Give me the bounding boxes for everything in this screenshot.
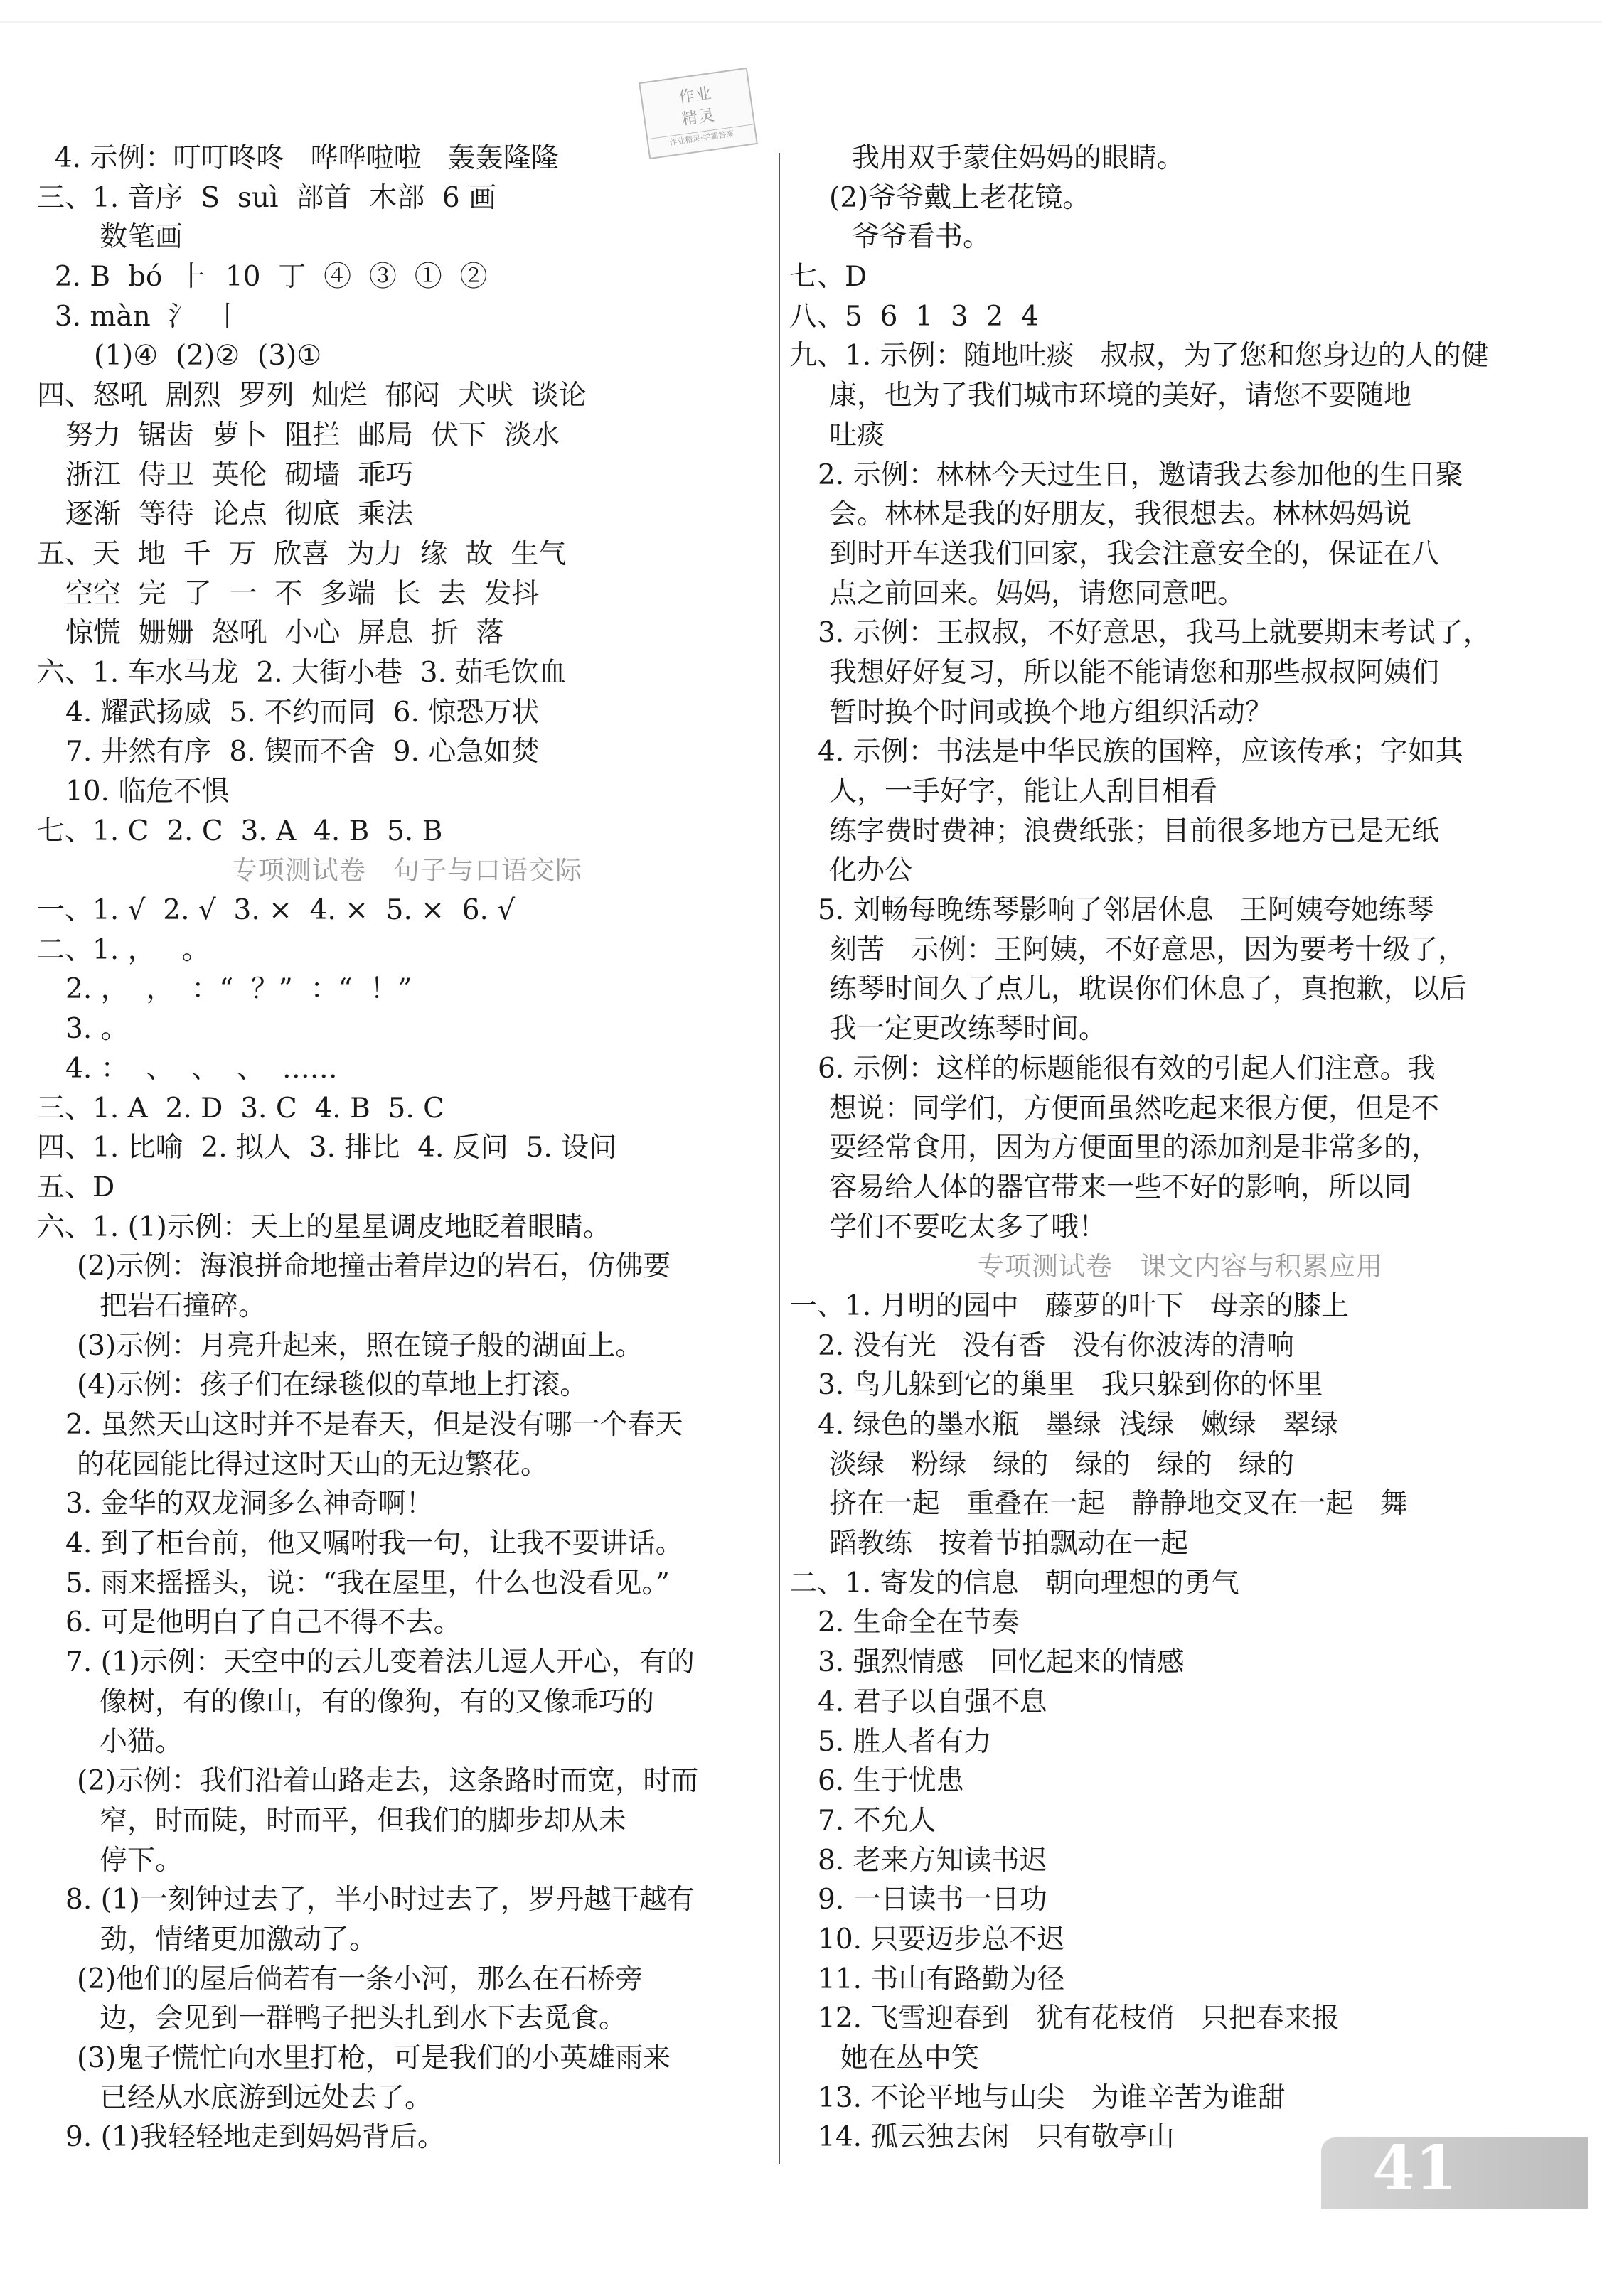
right-answer-line: 4. 示例：书法是中华民族的国粹，应该传承；字如其	[818, 736, 1463, 768]
right-answer-line: 6. 示例：这样的标题能很有效的引起人们注意。我	[818, 1052, 1436, 1085]
right-answer-line: 七、D	[789, 261, 867, 294]
stamp-text-3: 作业精灵·学霸答案	[648, 124, 755, 151]
right-answer-line: 容易给人体的器官带来一些不好的影响，所以同	[829, 1171, 1412, 1203]
right-answer-line: 4. 君子以自强不息	[818, 1685, 1047, 1718]
right-answer-line: 9. 一日读书一日功	[818, 1884, 1047, 1916]
right-answer-line: 到时开车送我们回家，我会注意安全的，保证在八	[829, 537, 1440, 570]
right-answer-line: 她在丛中笑	[840, 2042, 980, 2074]
top-edge-line	[0, 21, 1602, 23]
right-answer-line: 化办公	[829, 854, 913, 887]
right-answer-line: 10. 只要迈步总不迟	[818, 1923, 1065, 1956]
right-answer-line: 学们不要吃太多了哦！	[829, 1211, 1107, 1243]
left-answer-line: (4)示例：孩子们在绿毯似的草地上打滚。	[77, 1369, 588, 1402]
right-answer-line: 12. 飞雪迎春到 犹有花枝俏 只把春来报	[818, 2002, 1340, 2035]
left-section-title: 专项测试卷 句子与口语交际	[230, 855, 583, 886]
left-answer-line: 一、1. √ 2. √ 3. × 4. × 5. × 6. √	[37, 894, 516, 927]
right-answer-line: 要经常食用，因为方便面里的添加剂是非常多的，	[829, 1132, 1440, 1164]
left-answer-line: 7. (1)示例：天空中的云儿变着法儿逗人开心，有的	[65, 1646, 695, 1679]
left-answer-line: 像树，有的像山，有的像狗，有的又像乖巧的	[100, 1685, 655, 1718]
right-answer-line: 二、1. 寄发的信息 朝向理想的勇气	[789, 1567, 1239, 1599]
left-answer-line: 劲，情绪更加激动了。	[100, 1923, 378, 1956]
left-answer-line: 9. (1)我轻轻地走到妈妈背后。	[65, 2121, 445, 2154]
left-column	[37, 139, 776, 2157]
left-answer-line: 五、天 地 千 万 欣喜 为力 缘 故 生气	[37, 537, 567, 570]
left-answer-line: 窄，时而陡，时而平，但我们的脚步却从未	[100, 1804, 627, 1837]
right-answer-line: 3. 鸟儿躲到它的巢里 我只躲到你的怀里	[818, 1369, 1323, 1402]
right-answer-line: (2)爷爷戴上老花镜。	[829, 181, 1091, 214]
left-answer-line: 5. 雨来摇摇头，说：“我在屋里，什么也没看见。”	[65, 1567, 670, 1599]
right-answer-line: 九、1. 示例：随地吐痰 叔叔，为了您和您身边的人的健	[789, 340, 1489, 372]
left-answer-line: 4. ： 、 、 、 ……	[65, 1052, 338, 1085]
right-answer-line: 13. 不论平地与山尖 为谁辛苦为谁甜	[818, 2081, 1286, 2114]
right-answer-line: 11. 书山有路勤为径	[818, 1963, 1065, 1995]
left-answer-line: 10. 临危不惧	[65, 776, 230, 808]
right-answer-line: 想说：同学们，方便面虽然吃起来很方便，但是不	[829, 1092, 1440, 1125]
right-answer-line: 6. 生于忧患	[818, 1765, 964, 1798]
page-number: 41	[1372, 2133, 1458, 2204]
right-answer-line: 我想好好复习，所以能不能请您和那些叔叔阿姨们	[829, 656, 1440, 689]
left-answer-line: 2. B bó ⺊ 10 丁 ④ ③ ① ②	[37, 261, 488, 294]
right-answer-line: 练琴时间久了点儿，耽误你们休息了，真抱歉，以后	[829, 973, 1468, 1006]
right-answer-line: 挤在一起 重叠在一起 静静地交叉在一起 舞	[829, 1488, 1408, 1520]
right-answer-line: 一、1. 月明的园中 藤萝的叶下 母亲的膝上	[789, 1289, 1349, 1322]
right-answer-line: 8. 老来方知读书迟	[818, 1844, 1047, 1877]
right-answer-line: 会。林林是我的好朋友，我很想去。林林妈妈说	[829, 498, 1412, 531]
left-answer-line: (1)④ (2)② (3)①	[94, 340, 322, 372]
left-answer-line: 的花园能比得过这时天山的无边繁花。	[77, 1448, 549, 1481]
left-answer-line: (3)示例：月亮升起来，照在镜子般的湖面上。	[77, 1329, 644, 1362]
right-answer-line: 点之前回来。妈妈，请您同意吧。	[829, 577, 1246, 610]
left-answer-line: 已经从水底游到远处去了。	[100, 2081, 433, 2114]
left-answer-line: 4. 示例：叮叮咚咚 哗哗啦啦 轰轰隆隆	[37, 142, 559, 174]
right-answer-line: 康，也为了我们城市环境的美好，请您不要随地	[829, 380, 1412, 412]
left-answer-line: (2)他们的屋后倘若有一条小河，那么在石桥旁	[77, 1963, 644, 1995]
left-answer-line: 六、1. 车水马龙 2. 大街小巷 3. 茹毛饮血	[37, 656, 567, 689]
right-column	[789, 139, 1571, 2157]
left-answer-line: 2. ， ， ：“ ？” ：“ ！”	[65, 973, 412, 1006]
right-answer-line: 3. 强烈情感 回忆起来的情感	[818, 1646, 1185, 1679]
left-answer-line: 数笔画	[100, 221, 183, 254]
right-answer-line: 吐痰	[829, 419, 885, 451]
right-answer-line: 我一定更改练琴时间。	[829, 1013, 1107, 1046]
left-answer-line: 3. 。	[65, 1013, 129, 1046]
left-answer-line: 边，会见到一群鸭子把头扎到水下去觅食。	[100, 2002, 627, 2035]
right-section-title: 专项测试卷 课文内容与积累应用	[977, 1251, 1384, 1282]
left-answer-line: 4. 到了柜台前，他又嘱咐我一句，让我不要讲话。	[65, 1528, 683, 1560]
stamp-text-2: 精灵	[680, 106, 717, 129]
left-answer-line: 4. 耀武扬威 5. 不约而同 6. 惊恐万状	[65, 696, 540, 729]
left-answer-line: 四、1. 比喻 2. 拟人 3. 排比 4. 反问 5. 设问	[37, 1132, 617, 1164]
right-answer-line: 人，一手好字，能让人刮目相看	[829, 776, 1218, 808]
left-answer-line: 六、1. (1)示例：天上的星星调皮地眨着眼睛。	[37, 1211, 611, 1243]
right-answer-line: 练字费时费神；浪费纸张；目前很多地方已是无纸	[829, 815, 1440, 847]
right-answer-line: 刻苦 示例：王阿姨，不好意思，因为要考十级了，	[829, 933, 1466, 966]
left-answer-line: 6. 可是他明白了自己不得不去。	[65, 1606, 461, 1639]
right-answer-line: 蹈教练 按着节拍飘动在一起	[829, 1528, 1189, 1560]
right-answer-line: 我用双手蒙住妈妈的眼睛。	[852, 142, 1185, 174]
left-answer-line: 2. 虽然天山这时并不是春天，但是没有哪一个春天	[65, 1409, 683, 1441]
right-answer-line: 爷爷看书。	[852, 221, 991, 254]
right-answer-line: 4. 绿色的墨水瓶 墨绿 浅绿 嫩绿 翠绿	[818, 1409, 1338, 1441]
right-answer-line: 八、5 6 1 3 2 4	[789, 300, 1039, 333]
right-answer-line: 14. 孤云独去闲 只有敬亭山	[818, 2121, 1175, 2154]
left-answer-line: 二、1. ， 。	[37, 933, 210, 966]
right-answer-line: 2. 生命全在节奏	[818, 1606, 1020, 1639]
right-answer-line: 3. 示例：王叔叔，不好意思，我马上就要期末考试了，	[818, 617, 1491, 650]
left-answer-line: 空空 完 了 一 不 多端 长 去 发抖	[65, 577, 540, 610]
left-answer-line: 逐渐 等待 论点 彻底 乘法	[65, 498, 414, 531]
left-answer-line: 三、1. 音序 S suì 部首 木部 6 画	[37, 181, 497, 214]
left-answer-line: 3. màn 氵 丨	[37, 300, 242, 333]
left-answer-line: 五、D	[37, 1171, 115, 1203]
left-answer-line: (2)示例：海浪拼命地撞击着岸边的岩石，仿佛要	[77, 1250, 671, 1283]
left-answer-line: 3. 金华的双龙洞多么神奇啊！	[65, 1488, 434, 1520]
right-answer-line: 7. 不允人	[818, 1804, 936, 1837]
right-answer-line: 2. 示例：林林今天过生日，邀请我去参加他的生日聚	[818, 458, 1463, 491]
right-answer-line: 淡绿 粉绿 绿的 绿的 绿的 绿的	[829, 1448, 1294, 1481]
left-answer-line: 惊慌 姗姗 怒吼 小心 屏息 折 落	[65, 617, 504, 650]
right-answer-line: 2. 没有光 没有香 没有你波涛的清响	[818, 1329, 1294, 1362]
left-answer-line: 8. (1)一刻钟过去了，半小时过去了，罗丹越干越有	[65, 1884, 695, 1916]
left-answer-line: 停下。	[100, 1844, 183, 1877]
left-answer-line: (2)示例：我们沿着山路走去，这条路时而宽，时而	[77, 1765, 699, 1798]
right-answer-line: 5. 刘畅每晚练琴影响了邻居休息 王阿姨夸她练琴	[818, 894, 1434, 927]
stamp-text-1: 作业	[677, 85, 715, 107]
left-answer-line: 七、1. C 2. C 3. A 4. B 5. B	[37, 815, 443, 847]
left-answer-line: 三、1. A 2. D 3. C 4. B 5. C	[37, 1092, 444, 1125]
left-answer-line: 四、怒吼 剧烈 罗列 灿烂 郁闷 犬吠 谈论	[37, 380, 587, 412]
left-answer-line: 把岩石撞碎。	[100, 1289, 267, 1322]
left-answer-line: 7. 井然有序 8. 锲而不舍 9. 心急如焚	[65, 736, 540, 768]
right-answer-line: 暂时换个时间或换个地方组织活动？	[829, 696, 1273, 729]
left-answer-line: 努力 锯齿 萝卜 阻拦 邮局 伏下 淡水	[65, 419, 560, 451]
right-answer-line: 5. 胜人者有力	[818, 1725, 992, 1758]
left-answer-line: 浙江 侍卫 英伦 砌墙 乖巧	[65, 458, 414, 491]
left-answer-line: 小猫。	[100, 1725, 183, 1758]
left-answer-line: (3)鬼子慌忙向水里打枪，可是我们的小英雄雨来	[77, 2042, 671, 2074]
column-divider	[779, 153, 780, 2164]
